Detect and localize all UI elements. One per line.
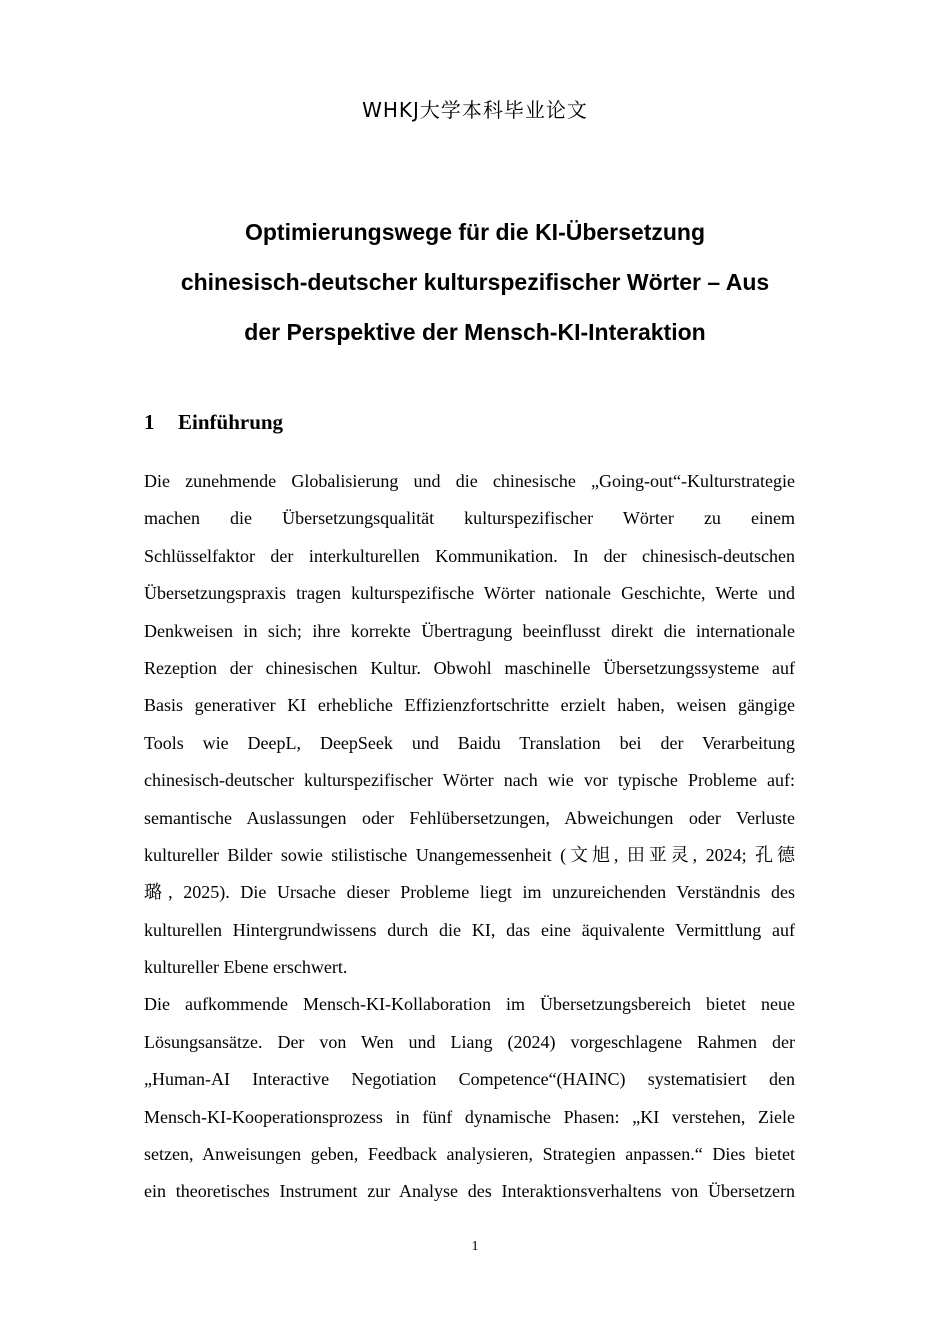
text-line: Die zunehmende Globalisierung und die chinesische „Going-out“-Kulturstrategie [144,471,795,491]
text-line: kultureller Ebene erschwert. [144,957,348,978]
text-line: setzen, Anweisungen geben, Feedback analysieren, Strategien anpassen.“ Dies bietet [144,1144,795,1165]
title-line: chinesisch-deutscher kulturspezifischer Wörter – Aus [180,269,770,295]
text-line: Übersetzungspraxis tragen kulturspezifische Wörter nationale Geschichte, Werte und [144,583,795,604]
text-line: chinesisch-deutscher kulturspezifischer Wörter nach wie vor typische Probleme auf: [144,770,795,791]
text-line: „Human-AI Interactive Negotiation Competence“(HAINC) systematisiert den [144,1069,795,1090]
text-line: Schlüsselfaktor der interkulturellen Kommunikation. In der chinesisch-deutschen [144,545,795,566]
text-line: 璐, 2025). Die Ursache dieser Probleme liegt im unzureichenden Verständnis des [144,882,795,903]
section-number: 1 [144,410,155,434]
text-line: Die aufkommende Mensch-KI-Kollaboration im Übersetzungsbereich bietet neue [144,994,795,1015]
paragraph-2 [144,986,795,1210]
text-line: Lösungsansätze. Der von Wen und Liang (2024) vorgeschlagene Rahmen der [144,1031,795,1052]
page-number: 1 [471,1239,479,1254]
text-line: Denkweisen in sich; ihre korrekte Übertragung beeinflusst direkt die internationale [144,620,795,641]
text-line: Tools wie DeepL, DeepSeek und Baidu Translation bei der Verarbeitung [144,732,795,753]
title-line: der Perspektive der Mensch-KI-Interaktion [244,319,706,345]
paragraph-1 [144,463,795,986]
text-line: Rezeption der chinesischen Kultur. Obwohl maschinelle Übersetzungssysteme auf [144,657,795,678]
text-line: machen die Übersetzungsqualität kulturspezifischer Wörter zu einem [144,508,795,529]
text-line: kultureller Bilder sowie stilistische Unangemessenheit (文旭, 田亚灵, 2024; 孔德 [144,844,795,865]
text-line: Basis generativer KI erhebliche Effizienzfortschritte erzielt haben, weisen gängige [144,695,795,716]
text-line: ein theoretisches Instrument zur Analyse des Interaktionsverhaltens von Übersetzern [144,1181,795,1202]
text-line: Mensch-KI-Kooperationsprozess in fünf dynamische Phasen: „KI verstehen, Ziele [144,1106,795,1127]
paper-title [120,207,830,357]
text-line: semantische Auslassungen oder Fehlübersetzungen, Abweichungen oder Verluste [144,807,795,828]
title-line: Optimierungswege für die KI-Übersetzung [244,219,706,245]
document-header: WHKJ大学本科毕业论文 [362,98,588,122]
section-heading [144,410,283,435]
section-title: Einführung [178,410,284,434]
body-text [144,463,795,1211]
text-line: kulturellen Hintergrundwissens durch die KI, das eine äquivalente Vermittlung auf [144,919,795,940]
